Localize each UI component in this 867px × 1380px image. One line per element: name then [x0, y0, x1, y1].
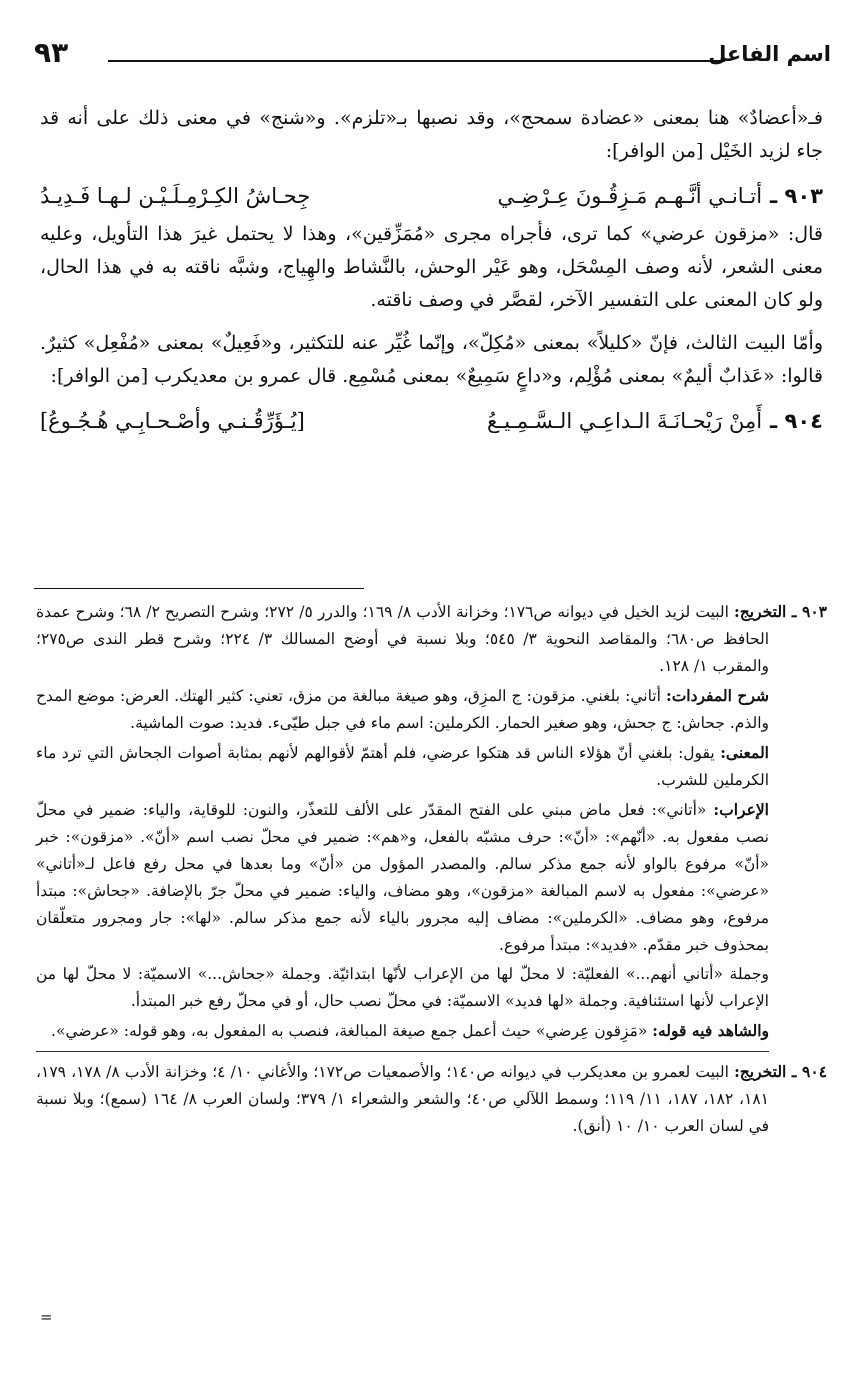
verse-first-hemistich: أتـانـي أنَّـهـم مَـزِقُـونَ عِـرْضِـي: [497, 184, 763, 208]
footnote-sentences: وجملة «أتاني أنهم...» الفعليّة: لا محلّ لها من الإعراب لأنّها ابتدائيّة. وجملة «جحاش...» الاسميّة: لا محلّ لها من الإعراب لأنها استئنافية. وجملة «لها فديد» الاسميّة: في محلّ نصب حال، أو في محلّ رفع خبر المبتدأ.: [36, 965, 769, 1010]
note-text: البيت لعمرو بن معديكرب في ديوانه ص١٤٠؛ والأصمعيات ص١٧٢؛ والأغاني ١٠/ ٤؛ وخزانة الأدب ٨/ ١٧٨، ١٧٩، ١٨١، ١٨٢، ١٨٧، ١١/ ١١٩؛ وسمط اللآلي ص٤٠؛ والشعر والشعراء ١/ ٣٧٩؛ ولسان العرب ٨/ ١٦٤ (سمع)؛ وبلا نسبة في لسان العرب ١٠/ ١٠ (أنق).: [36, 1063, 770, 1135]
note-label: والشاهد فيه قوله:: [652, 1021, 769, 1040]
page-number: ٩٣: [34, 36, 69, 69]
footnote-vocabulary: [36, 682, 827, 737]
header-rule: [108, 60, 725, 62]
footnote-904-takhrij: [36, 1058, 827, 1140]
note-label: شرح المفردات:: [665, 686, 769, 705]
verse-number: ٩٠٤ ـ: [770, 409, 823, 433]
note-text: «أتاني»: فعل ماض مبني على الفتح المقدّر على الألف للتعذّر، والنون: للوقاية، والياء: ضمير في محلّ نصب مفعول به. «أنّهم»: «أنّ»: حرف مشبّه بالفعل، و«هم»: ضمير في محلّ نصب اسم «أنّ». «مزقون»: خبر «أنّ» مرفوع بالواو لأنه جمع مذكر سالم. والمصدر المؤول من «أنّ» وما بعدها في محل رفع فاعل لـ«أتاني» «عرضي»: مفعول به لاسم المبالغة «مزقون»، وهو مضاف، والياء: ضمير في محلّ جرّ بالإضافة. «جحاش»: مبتدأ مرفوع، وهو مضاف. «الكرملين»: مضاف إليه مجرور بالياء لأنه جمع مذكر سالم. «لها»: جار ومجرور متعلّقان بمحذوف خبر مقدّم. «فديد»: مبتدأ مرفوع.: [36, 801, 769, 954]
note-text: يقول: بلغني أنّ هؤلاء الناس قد هتكوا عرضي، فلم أهتمّ لأقوالهم لأنهم بمثابة أصوات الجحاش التي ترد ماء الكرملين للشرب.: [36, 744, 769, 789]
note-text: البيت لزيد الخيل في ديوانه ص١٧٦؛ وخزانة الأدب ٨/ ١٦٩؛ والدرر ٥/ ٢٧٢؛ وشرح التصريح ٢/ ٦٨؛ وشرح عمدة الحافظ ص٦٨٠؛ والمقاصد النحوية ٣/ ٥٤٥؛ وبلا نسبة في أوضح المسالك ٣/ ٢٢٤؛ وشرح قطر الندى ص٢٧٥؛ والمقرب ١/ ١٢٨.: [36, 603, 770, 675]
verse-number: ٩٠٣ ـ: [770, 184, 823, 208]
verse-first-hemistich: أَمِنْ رَيْحـانَـةَ الـداعِـي الـسَّـمِـيـعُ: [486, 409, 763, 433]
footnote-separator: [34, 588, 364, 589]
verse-second-hemistich: جِحـاشُ الكِـرْمِـلَـيْـن لـهـا فَـدِيـدُ: [39, 184, 311, 208]
footnote-meaning: [36, 739, 827, 794]
note-label: ٩٠٤ ـ التخريج:: [734, 1062, 828, 1081]
note-label: الإعراب:: [713, 800, 769, 819]
note-text: «مَزِقون عِرضي» حيث أعمل جمع صيغة المبالغة، فنصب به المفعول به، وهو قوله: «عرضي».: [51, 1022, 653, 1040]
verse-903: [40, 178, 823, 214]
footnote-irab: [36, 796, 827, 959]
main-text: [40, 102, 823, 443]
footnotes: [36, 598, 827, 1142]
paragraph: وأمّا البيت الثالث، فإنّ «كليلاً» بمعنى «مُكِلّ»، وإنّما غُيِّر عنه للتكثير، و«فَعِيلٌ» بمعنى «مُفْعِل» كثيرٌ. قالوا: «عَذابٌ أليمٌ» بمعنى مُؤْلِم، و«داعٍ سَمِيعٌ» بمعنى مُسْمِع. قال عمرو بن معديكرب [من الوافر]:: [40, 332, 823, 387]
footnote-903-takhrij: [36, 598, 827, 680]
note-label: ٩٠٣ ـ التخريج:: [734, 602, 827, 621]
paragraph: قال: «مزقون عرضي» كما ترى، فأجراه مجرى «مُمَزِّقين»، وهذا لا يحتمل غيرَ هذا التأويل، وعليه معنى الشعر، لأنه وصف المِسْحَل، وهو عَيْر الوحش، بالنَّشاط والهِياج، وشبَّه ناقته به في هذا الحال، ولو كان المعنى على التفسير الآخر، لقصَّر في وصف ناقته.: [40, 223, 823, 311]
running-title: اسم الفاعل: [708, 42, 831, 66]
footnote-witness: [36, 1017, 827, 1045]
paragraph: فـ«أعضادٌ» هنا بمعنى «عضادة سمحج»، وقد نصبها بـ«تلزم». و«شنج» في معنى ذلك على أنه قد جاء لزيد الخَيْل [من الوافر]:: [40, 107, 823, 162]
page-header: [30, 36, 837, 80]
verse-second-hemistich: [يُـؤَرِّقُـنـي وأصْـحـابِـي هُـجُـوعُ]: [39, 409, 305, 433]
footnote-divider: [36, 1051, 769, 1052]
verse-904: [40, 403, 823, 439]
note-text: أتاني: بلغني. مزقون: ج المزِق، وهو صيغة مبالغة من مزق، تعني: كثير الهتك. العرض: موضع المدح والذم. جحاش: ج جحش، وهو صغير الحمار. الكرملين: اسم ماء في جبل طيّىء. فديد: صوت الماشية.: [36, 687, 769, 732]
note-label: المعنى:: [720, 743, 769, 762]
continuation-mark: =: [40, 1308, 53, 1326]
